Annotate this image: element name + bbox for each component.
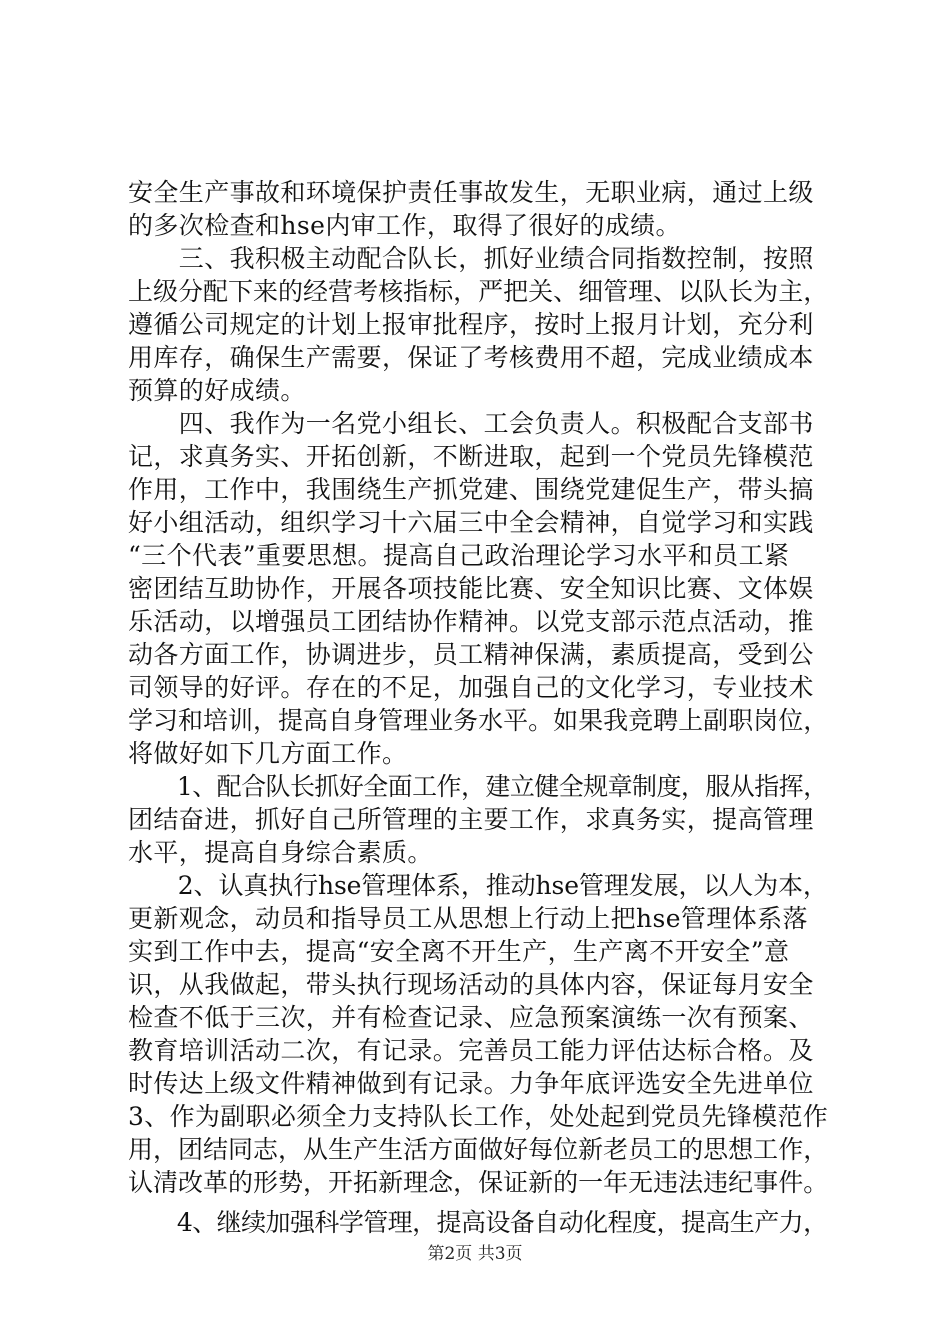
text-line: 密团结互助协作，开展各项技能比赛、安全知识比赛、文体娱 bbox=[128, 574, 814, 603]
text-line: 乐活动，以增强员工团结协作精神。以党支部示范点活动，推 bbox=[128, 607, 814, 636]
text-line: 水平，提高自身综合素质。 bbox=[128, 838, 433, 867]
text-line: 4、继续加强科学管理，提高设备自动化程度，提高生产力， bbox=[128, 1208, 828, 1237]
text-line: 3、作为副职必须全力支持队长工作，处处起到党员先锋模范作 bbox=[128, 1102, 829, 1131]
text-line: 遵循公司规定的计划上报审批程序，按时上报月计划，充分利 bbox=[128, 310, 814, 339]
text-line: 作用，工作中，我围绕生产抓党建、围绕党建促生产，带头搞 bbox=[128, 475, 814, 504]
text-line: 教育培训活动二次，有记录。完善员工能力评估达标合格。及 bbox=[128, 1036, 814, 1065]
text-line: 三、我积极主动配合队长，抓好业绩合同指数控制，按照 bbox=[128, 244, 814, 273]
text-line: 实到工作中去，提高“安全离不开生产，生产离不开安全”意 bbox=[128, 937, 790, 966]
text-line: 四、我作为一名党小组长、工会负责人。积极配合支部书 bbox=[128, 409, 814, 438]
text-line: 司领导的好评。存在的不足，加强自己的文化学习，专业技术 bbox=[128, 673, 814, 702]
text-line: 将做好如下几方面工作。 bbox=[128, 739, 408, 768]
text-line: 识，从我做起，带头执行现场活动的具体内容，保证每月安全 bbox=[128, 970, 814, 999]
text-line: 记，求真务实、开拓创新，不断进取，起到一个党员先锋模范 bbox=[128, 442, 814, 471]
page-footer: 第2页 共3页 bbox=[427, 1244, 523, 1264]
document-body bbox=[128, 176, 828, 1247]
text-line: 学习和培训，提高自身管理业务水平。如果我竞聘上副职岗位， bbox=[128, 706, 829, 735]
text-line: 2、认真执行hse管理体系，推动hse管理发展，以人为本， bbox=[128, 871, 828, 900]
text-line: 检查不低于三次，并有检查记录、应急预案演练一次有预案、 bbox=[128, 1003, 814, 1032]
text-line: 好小组活动，组织学习十六届三中全会精神，自觉学习和实践 bbox=[128, 508, 814, 537]
text-line: 上级分配下来的经营考核指标，严把关、细管理、以队长为主， bbox=[128, 277, 829, 306]
text-line: 用库存，确保生产需要，保证了考核费用不超，完成业绩成本 bbox=[128, 343, 814, 372]
text-line: 更新观念，动员和指导员工从思想上行动上把hse管理体系落 bbox=[128, 904, 808, 933]
text-line: 用，团结同志，从生产生活方面做好每位新老员工的思想工作， bbox=[128, 1135, 829, 1164]
text-line: 时传达上级文件精神做到有记录。力争年底评选安全先进单位 bbox=[128, 1069, 814, 1098]
text-line: 预算的好成绩。 bbox=[128, 376, 306, 405]
text-line: 安全生产事故和环境保护责任事故发生，无职业病，通过上级 bbox=[128, 178, 814, 207]
text-line: “三个代表”重要思想。提高自己政治理论学习水平和员工紧 bbox=[128, 541, 790, 570]
text-line: 认清改革的形势，开拓新理念，保证新的一年无违法违纪事件。 bbox=[128, 1168, 829, 1197]
text-line: 动各方面工作，协调进步，员工精神保满，素质提高，受到公 bbox=[128, 640, 814, 669]
text-line: 团结奋进，抓好自己所管理的主要工作，求真务实，提高管理 bbox=[128, 805, 814, 834]
text-line: 的多次检查和hse内审工作，取得了很好的成绩。 bbox=[128, 211, 681, 240]
text-line: 1、配合队长抓好全面工作，建立健全规章制度，服从指挥， bbox=[128, 772, 828, 801]
